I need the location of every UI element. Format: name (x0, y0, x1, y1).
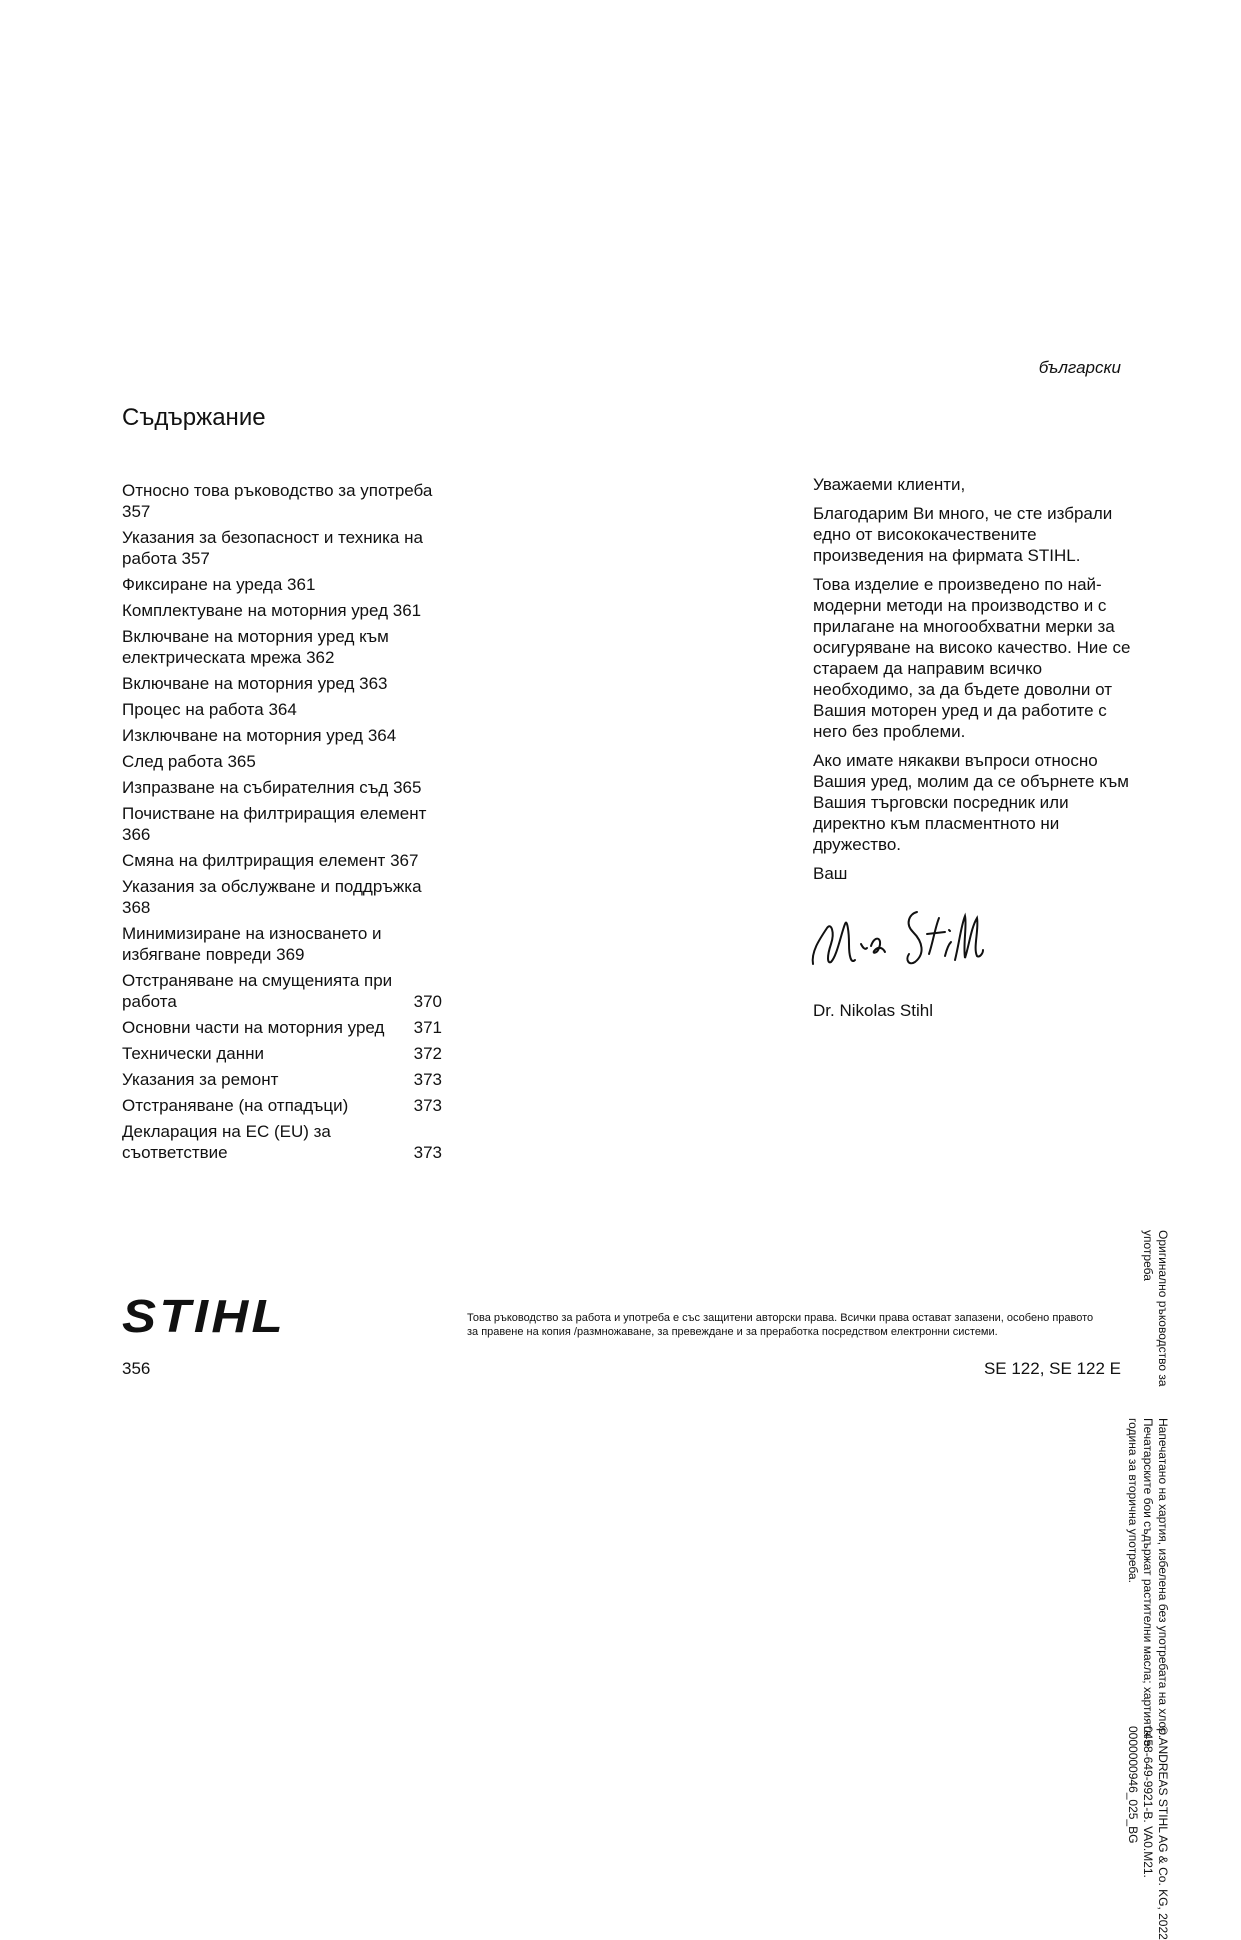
toc-entry-page: 363 (359, 674, 388, 693)
toc-entry (122, 876, 442, 918)
toc-entry-text: Основни части на моторния уред (122, 1018, 385, 1037)
signer-name: Dr. Nikolas Stihl (813, 1001, 933, 1020)
toc-entry-page: 362 (306, 648, 335, 667)
toc-entry-text: Указания за обслужване и поддръжка (122, 877, 422, 896)
toc-entry-text: Указания за безопасност и техника на работа (122, 528, 423, 568)
sidebar-line: 0458-649-9921-B. VA0.M21. (1141, 1726, 1155, 1878)
toc-entry-page: 372 (413, 1044, 442, 1063)
sidebar-line: Печатарските бои съдържат растителни масла; хартията е (1141, 1418, 1155, 1747)
toc-entry-page: 361 (287, 575, 316, 594)
toc-entry-text: Указания за ремонт (122, 1070, 279, 1089)
letter-closing: Ваш (813, 864, 848, 883)
model-label: SE 122, SE 122 E (983, 1359, 1121, 1378)
toc-entry (122, 1043, 442, 1064)
toc-entry-page: 373 (413, 1096, 442, 1115)
toc-entry-text: Изключване на моторния уред (122, 726, 364, 745)
toc-entry (122, 725, 442, 746)
copyright-note: Това ръководство за работа и употреба е със защитени авторски права. Всички права остават запазени, особено правото за правене на копия /размножаване, за превеждане и за преработка посредством електронни системи. (467, 1312, 1094, 1338)
toc-entry-page: 357 (181, 549, 210, 568)
letter-paragraph: Ако имате някакви въпроси относно Вашия уред, молим да се обърнете към Вашия търговски посредник или директно към пласментното ни дружество. (813, 751, 1129, 854)
toc-entry (122, 777, 442, 798)
toc-entry-text: Изпразване на събирателния съд (122, 778, 389, 797)
sidebar-line: употреба (1141, 1230, 1155, 1281)
toc-entry-page: 368 (122, 898, 151, 917)
toc-entry-text: След работа (122, 752, 223, 771)
toc-entry (122, 673, 442, 694)
sidebar-line: Напечатано на хартия, избелена без употребата на хлор. (1156, 1418, 1170, 1739)
sidebar-line: © ANDREAS STIHL AG & Co. KG, 2022 (1156, 1726, 1170, 1940)
toc-entry-text: Декларация на ЕС (EU) за съответствие (122, 1122, 331, 1162)
table-of-contents (122, 480, 442, 1168)
toc-entry-text: Процес на работа (122, 700, 264, 719)
toc-entry (122, 1121, 442, 1163)
toc-entry-page: 365 (393, 778, 422, 797)
signature-image (805, 904, 985, 984)
toc-entry-text: Относно това ръководство за употреба (122, 481, 433, 500)
toc-entry-page: 364 (268, 700, 297, 719)
toc-title: Съдържание (122, 404, 266, 431)
toc-entry (122, 923, 442, 965)
toc-entry (122, 699, 442, 720)
toc-entry (122, 803, 442, 845)
welcome-letter (813, 474, 1131, 892)
toc-entry (122, 1095, 442, 1116)
toc-entry (122, 970, 442, 1012)
toc-entry (122, 850, 442, 871)
toc-entry-text: Технически данни (122, 1044, 265, 1063)
toc-entry-page: 373 (413, 1143, 442, 1162)
toc-entry (122, 626, 442, 668)
toc-entry-page: 365 (227, 752, 256, 771)
letter-paragraph: Благодарим Ви много, че сте избрали едно от висококачествените произведения на фирмата STIHL. (813, 504, 1113, 565)
toc-entry (122, 1017, 442, 1038)
toc-entry-page: 367 (390, 851, 419, 870)
toc-entry-page: 373 (413, 1070, 442, 1089)
toc-entry-page: 371 (413, 1018, 442, 1037)
language-label: български (1038, 358, 1121, 377)
logo-text: STIHL (122, 1294, 286, 1338)
toc-entry (122, 1069, 442, 1090)
toc-entry-text: Отстраняване (на отпадъци) (122, 1096, 349, 1115)
toc-entry-page: 369 (276, 945, 305, 964)
toc-entry-text: Почистване на филтриращия елемент (122, 804, 427, 823)
toc-entry (122, 751, 442, 772)
letter-salutation: Уважаеми клиенти, (813, 475, 966, 494)
sidebar-line: година за вторична употреба. (1126, 1418, 1140, 1584)
stihl-logo (122, 1294, 290, 1338)
toc-entry (122, 480, 442, 522)
toc-entry-page: 364 (367, 726, 397, 745)
toc-entry-text: Включване на моторния уред (122, 674, 355, 693)
sidebar-line: 0000000946_025_BG (1126, 1726, 1140, 1844)
toc-entry-text: Комплектуване на моторния уред (122, 601, 389, 620)
toc-entry (122, 527, 442, 569)
toc-entry-text: Смяна на филтриращия елемент (122, 851, 386, 870)
toc-entry-page: 370 (413, 992, 442, 1011)
toc-entry-text: Фиксиране на уреда (122, 575, 283, 594)
toc-entry-page: 366 (122, 825, 151, 844)
toc-entry-page: 361 (392, 601, 422, 620)
toc-entry (122, 600, 442, 621)
toc-entry (122, 574, 442, 595)
page-number: 356 (122, 1359, 151, 1378)
toc-entry-text: Минимизиране на износването и избягване повреди (122, 924, 382, 964)
toc-entry-page: 357 (122, 502, 151, 521)
sidebar-line: Оригинално ръководство за (1156, 1230, 1170, 1387)
toc-entry-text: Включване на моторния уред към електрическата мрежа (122, 627, 389, 667)
letter-paragraph: Това изделие е произведено по най-модерни методи на производство и с прилагане на многообхватни мерки за осигуряване на високо качество. Ние се стараем да направим всичко необходимо, за да бъдете доволни от Вашия моторен уред и да работите с него без проблеми. (813, 575, 1131, 741)
toc-entry-text: Отстраняване на смущенията при работа (122, 971, 393, 1011)
